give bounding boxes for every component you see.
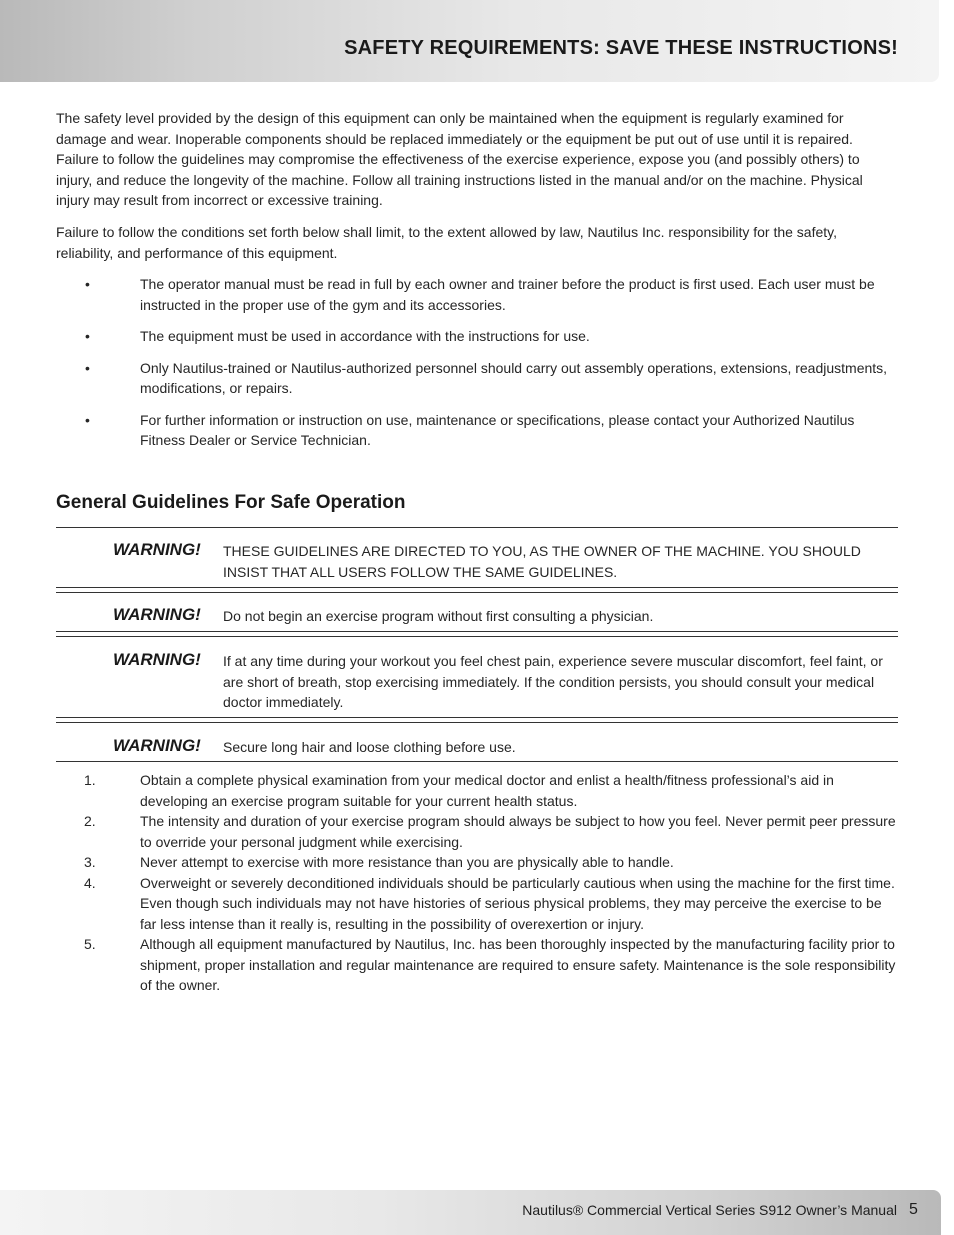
divider [56, 636, 898, 637]
bullet-marker: • [85, 276, 90, 292]
bullet-text: For further information or instruction on use, maintenance or specifications, please contact your Authorized Nautilus Fitness Dealer or Service Technician. [140, 411, 855, 448]
intro-paragraph-1: The safety level provided by the design of this equipment can only be maintained when the equipment is regularly examined for damage and wear. Inoperable components should be replaced immediately or the equipment be put out of use until it is repaired. Failure to follow the guidelines may compromise the effectiveness of the exercise experience, expose you (and possibly others) to injury, and reduce the longevity of the machine. Follow all training instructions listed in the manual and/or on the machine. Physical injury may result from incorrect or excessive training. [56, 110, 863, 208]
divider [56, 527, 898, 528]
list-text: Although all equipment manufactured by Nautilus, Inc. has been thoroughly inspected by the manufacturing facility prior to shipment, proper installation and regular maintenance are required to ensure safety. Maintenance is the sole responsibility of the owner. [140, 936, 896, 993]
bullet-item [56, 358, 896, 399]
bullet-marker: • [85, 411, 90, 428]
divider [56, 592, 898, 593]
list-text: Never attempt to exercise with more resistance than you are physically able to handle. [140, 854, 674, 870]
warning-text: If at any time during your workout you feel chest pain, experience severe muscular discomfort, feel faint, or are short of breath, stop exercising immediately. If the condition persists, you should consult your medical doctor immediately. [223, 653, 883, 710]
page-number: 5 [909, 1201, 918, 1218]
bullet-text: The operator manual must be read in full by each owner and trainer before the product is first used. Each user must be instructed in the proper use of the gym and its accessories. [140, 276, 875, 313]
list-text: The intensity and duration of your exercise program should always be subject to how you feel. Never permit peer pressure to override your personal judgment while exercising. [140, 813, 896, 850]
divider [56, 587, 898, 588]
list-item [56, 934, 896, 996]
divider [56, 631, 898, 632]
warning-label: WARNING! [113, 605, 201, 624]
warning-label: WARNING! [113, 736, 201, 755]
list-item [56, 770, 896, 811]
bullet-text: Only Nautilus-trained or Nautilus-authorized personnel should carry out assembly operations, extensions, readjustments, modifications, or repairs. [140, 359, 888, 396]
list-number: 4. [84, 874, 96, 891]
list-number: 1. [84, 772, 96, 788]
list-item [56, 873, 896, 935]
warning-label: WARNING! [113, 650, 201, 669]
bullet-item [56, 274, 896, 315]
divider [56, 761, 898, 762]
warning-label: WARNING! [113, 540, 201, 559]
list-item [56, 811, 896, 852]
warning-text: Do not begin an exercise program without first consulting a physician. [223, 608, 654, 624]
bullet-item [56, 326, 896, 347]
divider [56, 717, 898, 718]
list-text: Obtain a complete physical examination from your medical doctor and enlist a health/fitness professional’s aid in developing an exercise program suitable for your current health status. [140, 772, 834, 809]
bullet-marker: • [85, 328, 90, 344]
warning-text: THESE GUIDELINES ARE DIRECTED TO YOU, AS THE OWNER OF THE MACHINE. YOU SHOULD INSIST THAT ALL USERS FOLLOW THE SAME GUIDELINES. [223, 543, 861, 580]
list-number: 3. [84, 854, 96, 870]
bullet-item [56, 410, 896, 451]
list-number: 2. [84, 813, 96, 829]
guidelines-numbered-list [56, 770, 896, 996]
divider [56, 722, 898, 723]
page-title: SAFETY REQUIREMENTS: SAVE THESE INSTRUCTIONS! [344, 37, 898, 59]
section-heading: General Guidelines For Safe Operation [56, 492, 406, 513]
footer-manual-title: Nautilus® Commercial Vertical Series S912 Owner’s Manual [522, 1202, 897, 1218]
list-text: Overweight or severely deconditioned individuals should be particularly cautious when using the machine for the first time. Even though such individuals may not have histories of serious physical problems, they may perceive the exercise to be far less intense than it really is, resulting in the possibility of overexertion or injury. [140, 874, 895, 932]
bullet-text: The equipment must be used in accordance with the instructions for use. [140, 328, 590, 344]
list-item [56, 852, 896, 873]
intro-paragraph-2: Failure to follow the conditions set forth below shall limit, to the extent allowed by law, Nautilus Inc. responsibility for the safety, reliability, and performance of this equipment. [56, 224, 838, 261]
warning-text: Secure long hair and loose clothing before use. [223, 739, 516, 755]
safety-bullet-list [56, 274, 896, 462]
list-number: 5. [84, 936, 96, 952]
bullet-marker: • [85, 359, 90, 376]
